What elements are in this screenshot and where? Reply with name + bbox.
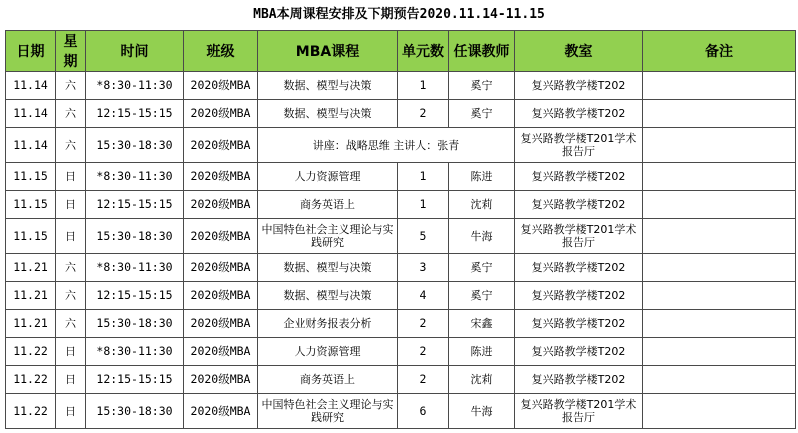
cell-time: *8:30-11:30 <box>86 163 184 191</box>
cell-room: 复兴路教学楼T202 <box>515 366 643 394</box>
col-header-room: 教室 <box>515 31 643 72</box>
cell-weekday: 日 <box>56 366 86 394</box>
cell-time: 12:15-15:15 <box>86 100 184 128</box>
cell-weekday: 日 <box>56 163 86 191</box>
cell-date: 11.15 <box>6 219 56 254</box>
cell-date: 11.14 <box>6 100 56 128</box>
cell-weekday: 六 <box>56 254 86 282</box>
cell-class: 2020级MBA <box>184 310 258 338</box>
cell-note <box>643 282 796 310</box>
cell-class: 2020级MBA <box>184 219 258 254</box>
table-row <box>6 163 796 191</box>
cell-time: 15:30-18:30 <box>86 219 184 254</box>
table-row <box>6 366 796 394</box>
cell-course: 商务英语上 <box>258 191 398 219</box>
cell-date: 11.21 <box>6 254 56 282</box>
cell-class: 2020级MBA <box>184 72 258 100</box>
cell-weekday: 六 <box>56 128 86 163</box>
cell-teacher: 沈莉 <box>449 191 515 219</box>
cell-class: 2020级MBA <box>184 191 258 219</box>
cell-weekday: 日 <box>56 219 86 254</box>
cell-units: 5 <box>398 219 449 254</box>
col-header-weekday: 星期 <box>56 31 86 72</box>
cell-date: 11.22 <box>6 394 56 429</box>
cell-room: 复兴路教学楼T202 <box>515 310 643 338</box>
cell-date: 11.15 <box>6 163 56 191</box>
cell-teacher: 奚宁 <box>449 100 515 128</box>
col-header-date: 日期 <box>6 31 56 72</box>
cell-note <box>643 254 796 282</box>
cell-note <box>643 128 796 163</box>
cell-time: 12:15-15:15 <box>86 191 184 219</box>
cell-date: 11.21 <box>6 282 56 310</box>
cell-units: 4 <box>398 282 449 310</box>
cell-room: 复兴路教学楼T202 <box>515 254 643 282</box>
table-row <box>6 338 796 366</box>
cell-weekday: 日 <box>56 191 86 219</box>
page-title: MBA本周课程安排及下期预告2020.11.14-11.15 <box>253 7 545 22</box>
cell-date: 11.21 <box>6 310 56 338</box>
cell-room: 复兴路教学楼T201学术报告厅 <box>515 128 643 163</box>
cell-teacher: 奚宁 <box>449 282 515 310</box>
cell-weekday: 六 <box>56 72 86 100</box>
cell-teacher: 奚宁 <box>449 254 515 282</box>
cell-course: 数据、模型与决策 <box>258 282 398 310</box>
cell-note <box>643 163 796 191</box>
table-row <box>6 254 796 282</box>
cell-teacher: 宋鑫 <box>449 310 515 338</box>
cell-units: 2 <box>398 338 449 366</box>
col-header-teacher: 任课教师 <box>449 31 515 72</box>
table-row <box>6 219 796 254</box>
cell-note <box>643 394 796 429</box>
cell-weekday: 日 <box>56 394 86 429</box>
cell-room: 复兴路教学楼T202 <box>515 282 643 310</box>
cell-weekday: 日 <box>56 338 86 366</box>
cell-teacher: 陈进 <box>449 163 515 191</box>
cell-class: 2020级MBA <box>184 163 258 191</box>
cell-note <box>643 338 796 366</box>
cell-note <box>643 72 796 100</box>
cell-class: 2020级MBA <box>184 394 258 429</box>
cell-course: 人力资源管理 <box>258 163 398 191</box>
cell-room: 复兴路教学楼T202 <box>515 163 643 191</box>
col-header-course: MBA课程 <box>258 31 398 72</box>
cell-class: 2020级MBA <box>184 100 258 128</box>
cell-course: 中国特色社会主义理论与实践研究 <box>258 394 398 429</box>
cell-units: 1 <box>398 191 449 219</box>
header-row <box>6 31 796 72</box>
cell-date: 11.14 <box>6 128 56 163</box>
cell-course: 人力资源管理 <box>258 338 398 366</box>
cell-weekday: 六 <box>56 100 86 128</box>
cell-units: 2 <box>398 366 449 394</box>
cell-room: 复兴路教学楼T202 <box>515 100 643 128</box>
cell-note <box>643 310 796 338</box>
cell-date: 11.14 <box>6 72 56 100</box>
table-row <box>6 282 796 310</box>
cell-time: 12:15-15:15 <box>86 366 184 394</box>
cell-units: 2 <box>398 100 449 128</box>
cell-date: 11.22 <box>6 338 56 366</box>
cell-time: *8:30-11:30 <box>86 338 184 366</box>
cell-weekday: 六 <box>56 282 86 310</box>
cell-date: 11.15 <box>6 191 56 219</box>
col-header-class: 班级 <box>184 31 258 72</box>
cell-note <box>643 366 796 394</box>
cell-lecture: 讲座：战略思维 主讲人：张青 <box>258 128 515 163</box>
cell-teacher: 牛海 <box>449 219 515 254</box>
cell-date: 11.22 <box>6 366 56 394</box>
cell-room: 复兴路教学楼T202 <box>515 72 643 100</box>
cell-note <box>643 191 796 219</box>
table-row <box>6 191 796 219</box>
cell-room: 复兴路教学楼T202 <box>515 191 643 219</box>
cell-course: 中国特色社会主义理论与实践研究 <box>258 219 398 254</box>
cell-time: 15:30-18:30 <box>86 128 184 163</box>
cell-class: 2020级MBA <box>184 338 258 366</box>
cell-time: 12:15-15:15 <box>86 282 184 310</box>
cell-time: 15:30-18:30 <box>86 394 184 429</box>
cell-class: 2020级MBA <box>184 366 258 394</box>
cell-units: 6 <box>398 394 449 429</box>
cell-units: 2 <box>398 310 449 338</box>
cell-course: 数据、模型与决策 <box>258 254 398 282</box>
cell-course: 数据、模型与决策 <box>258 72 398 100</box>
cell-class: 2020级MBA <box>184 254 258 282</box>
cell-units: 1 <box>398 72 449 100</box>
col-header-units: 单元数 <box>398 31 449 72</box>
cell-teacher: 奚宁 <box>449 72 515 100</box>
cell-units: 1 <box>398 163 449 191</box>
table-row <box>6 310 796 338</box>
cell-teacher: 沈莉 <box>449 366 515 394</box>
cell-course: 商务英语上 <box>258 366 398 394</box>
table-row <box>6 72 796 100</box>
cell-course: 数据、模型与决策 <box>258 100 398 128</box>
cell-class: 2020级MBA <box>184 282 258 310</box>
cell-note <box>643 219 796 254</box>
cell-weekday: 六 <box>56 310 86 338</box>
cell-time: *8:30-11:30 <box>86 72 184 100</box>
cell-note <box>643 100 796 128</box>
col-header-time: 时间 <box>86 31 184 72</box>
cell-teacher: 陈进 <box>449 338 515 366</box>
cell-room: 复兴路教学楼T201学术报告厅 <box>515 219 643 254</box>
cell-room: 复兴路教学楼T201学术报告厅 <box>515 394 643 429</box>
cell-class: 2020级MBA <box>184 128 258 163</box>
cell-units: 3 <box>398 254 449 282</box>
table-row <box>6 394 796 429</box>
cell-course: 企业财务报表分析 <box>258 310 398 338</box>
schedule-table <box>5 30 796 429</box>
cell-time: *8:30-11:30 <box>86 254 184 282</box>
cell-teacher: 牛海 <box>449 394 515 429</box>
cell-time: 15:30-18:30 <box>86 310 184 338</box>
col-header-note: 备注 <box>643 31 796 72</box>
cell-room: 复兴路教学楼T202 <box>515 338 643 366</box>
table-row <box>6 128 796 163</box>
table-row <box>6 100 796 128</box>
